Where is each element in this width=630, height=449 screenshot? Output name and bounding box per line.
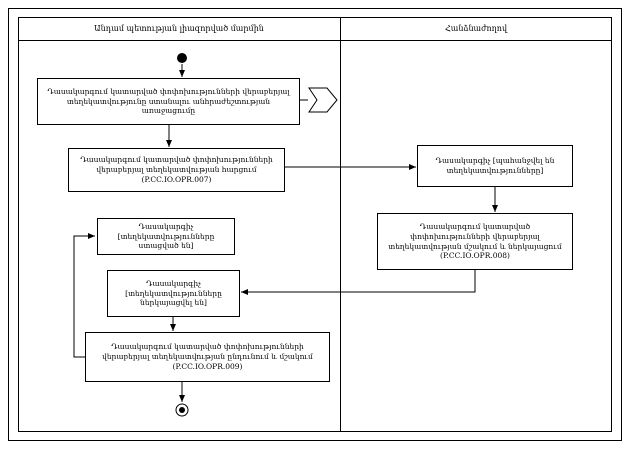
lane-header-commission: Հանձնաժողով	[444, 24, 508, 33]
activity-request-007: Դասակարգում կատարված փոփոխությունների վերաբերյալ տեղեկատվության հարցում (P.CC.IO.OPR.007)	[68, 148, 285, 192]
object-state-info-submitted: Դասակարգիչ [տեղեկատվությունները ներկայացվել են]	[107, 270, 240, 317]
lane-divider	[340, 17, 341, 432]
lane-header-underline	[18, 40, 612, 41]
lane-header-authorized-body: Անդամ պետության լիազորված մարմին	[94, 24, 264, 33]
object-state-info-received: Դասակարգիչ [տեղեկատվությունները ստացված են]	[97, 218, 235, 255]
activity-receive-process-009: Դասակարգում կատարված փոփոխությունների վերաբերյալ տեղեկատվության ընդունում և մշակում (P.CC.IO.OPR.009)	[85, 332, 330, 382]
activity-need-arises: Դասակարգում կատարված փոփոխությունների վերաբերյալ տեղեկատվությունը ստանալու անհրաժեշտության առաջացումը	[37, 78, 300, 125]
object-state-info-requested: Դասակարգիչ [պահանջվել են տեղեկատվությունները]	[417, 145, 573, 187]
activity-process-submit-008: Դասակարգում կատարված փոփոխությունների վերաբերյալ տեղեկատվության մշակում և ներկայացում (P.CC.IO.OPR.008)	[377, 213, 573, 270]
